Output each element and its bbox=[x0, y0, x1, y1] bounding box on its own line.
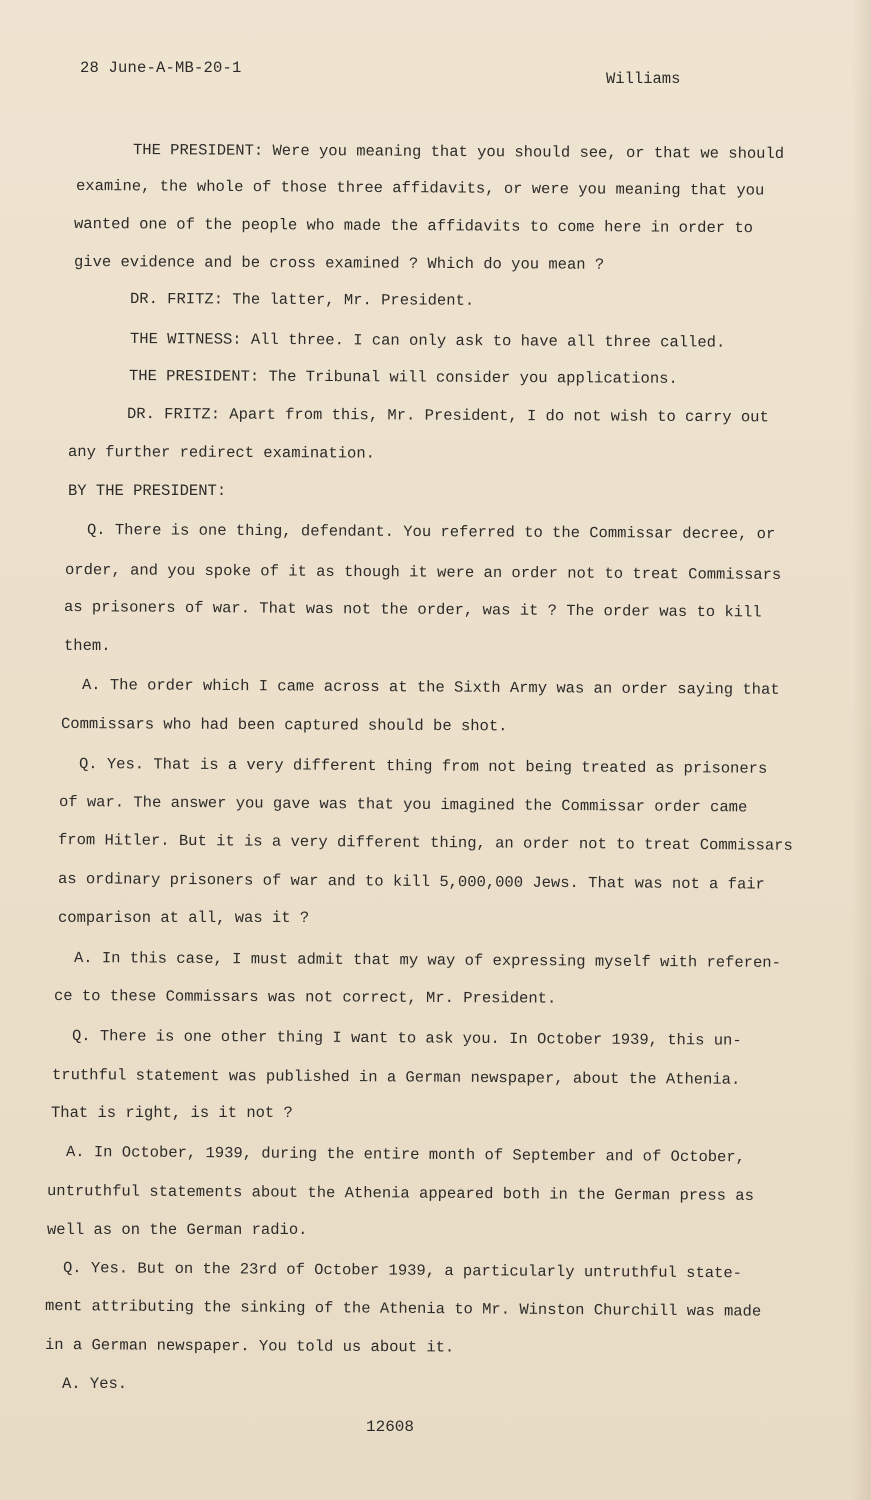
body-line: DR. FRITZ: The latter, Mr. President. bbox=[129, 290, 475, 310]
body-line: comparison at all, was it ? bbox=[58, 909, 310, 927]
body-line: Q. There is one thing, defendant. You referred to the Commissar decree, or bbox=[86, 521, 776, 544]
page-edge-shadow bbox=[851, 0, 871, 1500]
body-line: A. Yes. bbox=[62, 1375, 128, 1393]
body-line: ce to these Commissars was not correct, Mr. President. bbox=[53, 987, 557, 1008]
body-line: untruthful statements about the Athenia appeared both in the German press as bbox=[46, 1182, 754, 1205]
body-line: Q. Yes. But on the 23rd of October 1939, a particularly untruthful state- bbox=[62, 1259, 743, 1283]
body-line: THE WITNESS: All three. I can only ask to have all three called. bbox=[129, 330, 726, 352]
body-line: BY THE PRESIDENT: bbox=[68, 482, 227, 500]
body-line: THE PRESIDENT: Were you meaning that you should see, or that we should bbox=[132, 141, 785, 163]
body-line: truthful statement was published in a German newspaper, about the Athenia. bbox=[51, 1066, 741, 1089]
body-line: order, and you spoke of it as though it were an order not to treat Commissars bbox=[64, 561, 782, 584]
body-line: A. The order which I came across at the Sixth Army was an order saying that bbox=[81, 676, 780, 699]
transcript-reference: 28 June-A-MB-20-1 bbox=[80, 59, 242, 77]
body-line: as ordinary prisoners of war and to kill 5,000,000 Jews. That was not a fair bbox=[57, 870, 765, 894]
body-line: any further redirect examination. bbox=[67, 443, 375, 463]
body-line: of war. The answer you gave was that you imagined the Commissar order came bbox=[58, 793, 748, 817]
body-line: give evidence and be cross examined ? Which do you mean ? bbox=[73, 253, 605, 274]
body-line: ment attributing the sinking of the Athenia to Mr. Winston Churchill was made bbox=[44, 1297, 762, 1321]
body-line: A. In this case, I must admit that my way of expressing myself with referen- bbox=[73, 949, 781, 972]
body-line: Q. Yes. That is a very different thing from not being treated as prisoners bbox=[78, 755, 768, 778]
body-line: A. In October, 1939, during the entire month of September and of October, bbox=[65, 1143, 746, 1167]
body-line: That is right, is it not ? bbox=[51, 1104, 293, 1122]
body-line: in a German newspaper. You told us about it. bbox=[44, 1336, 455, 1357]
body-line: examine, the whole of those three affidavits, or were you meaning that you bbox=[75, 177, 765, 200]
body-line: THE PRESIDENT: The Tribunal will consider you applications. bbox=[128, 367, 678, 388]
page-number: 12608 bbox=[366, 1418, 415, 1436]
body-line: as prisoners of war. That was not the order, was it ? The order was to kill bbox=[63, 598, 762, 622]
body-line: DR. FRITZ: Apart from this, Mr. President, I do not wish to carry out bbox=[126, 405, 769, 427]
body-line: wanted one of the people who made the affidavits to come here in order to bbox=[73, 215, 754, 238]
body-line: Commissars who had been captured should be shot. bbox=[60, 715, 508, 736]
body-line: well as on the German radio. bbox=[47, 1221, 308, 1239]
body-line: Q. There is one other thing I want to ask you. In October 1939, this un- bbox=[71, 1027, 742, 1050]
reporter-name: Williams bbox=[606, 70, 681, 88]
body-line: from Hitler. But it is a very different thing, an order not to treat Commissars bbox=[57, 831, 793, 855]
body-line: them. bbox=[64, 637, 111, 655]
